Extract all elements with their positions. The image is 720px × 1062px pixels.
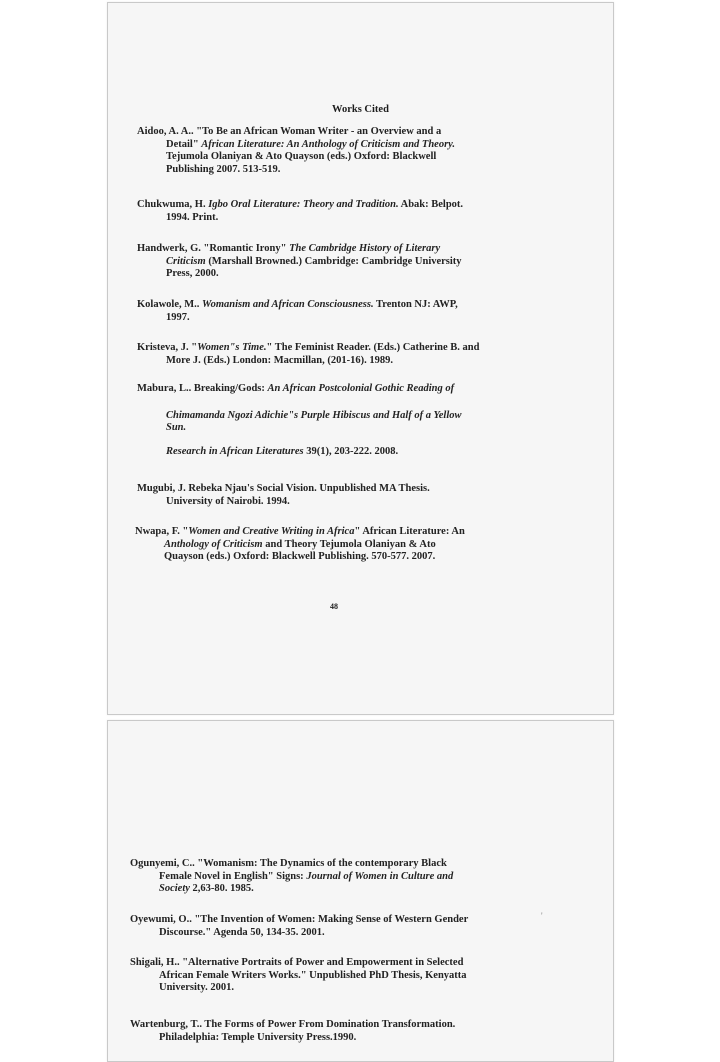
citation-line: University of Nairobi. 1994. <box>166 495 290 507</box>
citation-mabura <box>137 383 462 458</box>
citation-line: Kolawole, M.. Womanism and African Consciousness. Trenton NJ: AWP, <box>137 299 458 310</box>
citation-line: Kristeva, J. "Women"s Time." The Feminist Reader. (Eds.) Catherine B. and <box>137 342 480 353</box>
citation-line: Detail" African Literature: An Anthology of Criticism and Theory. <box>166 138 456 150</box>
citation-line: Society 2,63-80. 1985. <box>159 883 254 894</box>
citation-kristeva <box>137 342 479 367</box>
citation-line: Quayson (eds.) Oxford: Blackwell Publishing. 570-577. 2007. <box>164 551 436 562</box>
citation-line: Oyewumi, O.. "The Invention of Women: Making Sense of Western Gender <box>130 914 469 925</box>
citation-line: Tejumola Olaniyan & Ato Quayson (eds.) Oxford: Blackwell <box>166 151 437 162</box>
citation-line: African Female Writers Works." Unpublished PhD Thesis, Kenyatta <box>159 969 467 981</box>
page-number: 48 <box>330 602 338 611</box>
citation-line: Press, 2000. <box>166 268 219 279</box>
citation-aidoo <box>137 126 455 176</box>
citation-line: Criticism (Marshall Browned.) Cambridge: Cambridge University <box>166 255 462 267</box>
citation-line: University. 2001. <box>159 982 234 993</box>
citation-kolawole <box>137 299 458 324</box>
citation-line: Research in African Literatures 39(1), 203-222. 2008. <box>166 445 399 457</box>
citation-line: Discourse." Agenda 50, 134-35. 2001. <box>159 926 325 938</box>
citation-line: Female Novel in English" Signs: Journal of Women in Culture and <box>159 870 454 882</box>
citation-shigali <box>130 957 467 995</box>
citation-line: Wartenburg, T.. The Forms of Power From Domination Transformation. <box>130 1019 456 1030</box>
document-page-1 <box>107 2 614 715</box>
document-page-2 <box>107 720 614 1062</box>
citation-line: Chimamanda Ngozi Adichie"s Purple Hibiscus and Half of a Yellow <box>166 409 462 421</box>
citation-line: Sun. <box>166 422 187 433</box>
citation-mugubi <box>137 483 430 508</box>
citation-line: Ogunyemi, C.. "Womanism: The Dynamics of the contemporary Black <box>130 858 447 869</box>
citation-line: 1997. <box>166 311 190 323</box>
citation-line: Shigali, H.. "Alternative Portraits of Power and Empowerment in Selected <box>130 957 464 968</box>
citation-line: Mugubi, J. Rebeka Njau's Social Vision. Unpublished MA Thesis. <box>137 483 430 494</box>
citation-ogunyemi <box>130 858 453 896</box>
citation-line: Chukwuma, H. Igbo Oral Literature: Theory and Tradition. Abak: Belpot. <box>137 199 464 210</box>
citation-wartenburg <box>130 1019 455 1044</box>
citation-line: Nwapa, F. "Women and Creative Writing in Africa" African Literature: An <box>135 526 465 537</box>
citation-line: Philadelphia: Temple University Press.1990. <box>159 1031 357 1043</box>
citation-oyewumi <box>130 914 468 939</box>
citation-nwapa <box>135 526 465 564</box>
citation-line: Mabura, L.. Breaking/Gods: An African Postcolonial Gothic Reading of <box>137 383 455 394</box>
citation-handwerk <box>137 243 462 281</box>
citation-line: Aidoo, A. A.. "To Be an African Woman Writer - an Overview and a <box>137 126 442 137</box>
stray-mark: ' <box>541 911 543 921</box>
citation-line: Handwerk, G. "Romantic Irony" The Cambridge History of Literary <box>137 243 441 254</box>
citation-line: Publishing 2007. 513-519. <box>166 163 281 175</box>
page-title: Works Cited <box>332 104 389 115</box>
citation-line: More J. (Eds.) London: Macmillan, (201-16). 1989. <box>166 354 394 366</box>
citation-line: 1994. Print. <box>166 211 219 223</box>
citation-chukwuma <box>137 199 463 224</box>
citation-line: Anthology of Criticism and Theory Tejumola Olaniyan & Ato <box>164 538 436 550</box>
